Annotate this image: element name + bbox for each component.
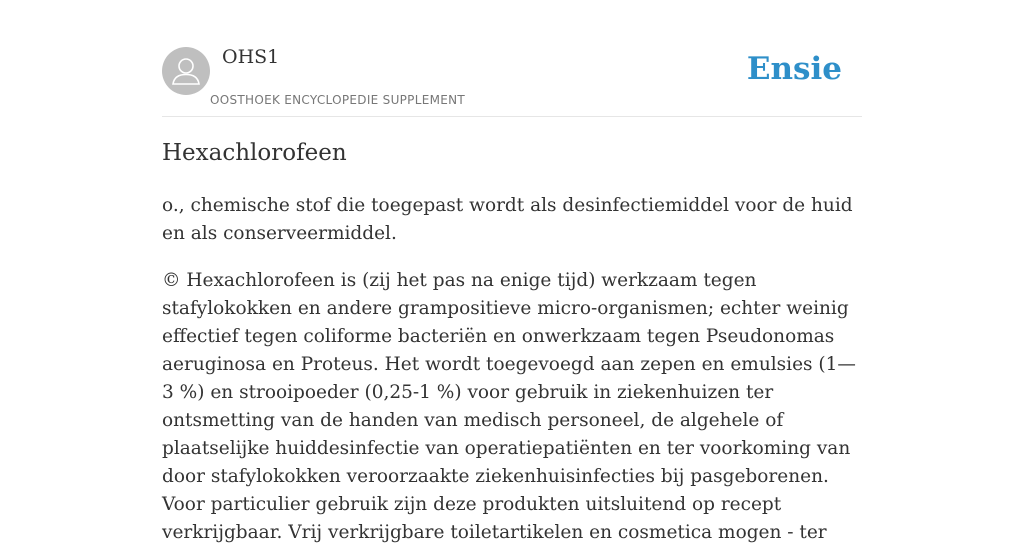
user-icon: [162, 47, 210, 95]
author-avatar[interactable]: [162, 47, 210, 95]
article-container: [162, 0, 862, 543]
source-name[interactable]: OOSTHOEK ENCYCLOPEDIE SUPPLEMENT: [210, 93, 466, 107]
article-header: [162, 0, 862, 117]
article-paragraph-definition: o., chemische stof die toegepast wordt als desinfectiemiddel voor de huid en als conserveermiddel.: [162, 195, 853, 244]
brand-logo[interactable]: Ensie: [746, 51, 842, 87]
article-paragraph-body: © Hexachlorofeen is (zij het pas na enige tijd) werkzaam tegen stafylokokken en andere grampositieve micro-organismen; echter weinig effectief tegen coliforme bacteriën en onwerkzaam tegen Pseudonomas aeruginosa en Proteus. Het wordt toegevoegd aan zepen en emulsies (1—3 %) en strooipoeder (0,25-1 %) voor gebruik in ziekenhuizen ter ontsmetting van de handen van medisch personeel, de algehele of plaatselijke huiddesinfectie van operatiepatiënten en ter voorkoming van door stafylokokken veroorzaakte ziekenhuisinfecties bij pasgeborenen. Voor particulier gebruik zijn deze produkten uitsluitend op recept verkrijgbaar. Vrij verkrijgbare toiletartikelen en cosmetica mogen - ter: [162, 270, 856, 543]
author-name[interactable]: OHS1: [222, 46, 280, 68]
article-title: Hexachlorofeen: [162, 140, 347, 166]
